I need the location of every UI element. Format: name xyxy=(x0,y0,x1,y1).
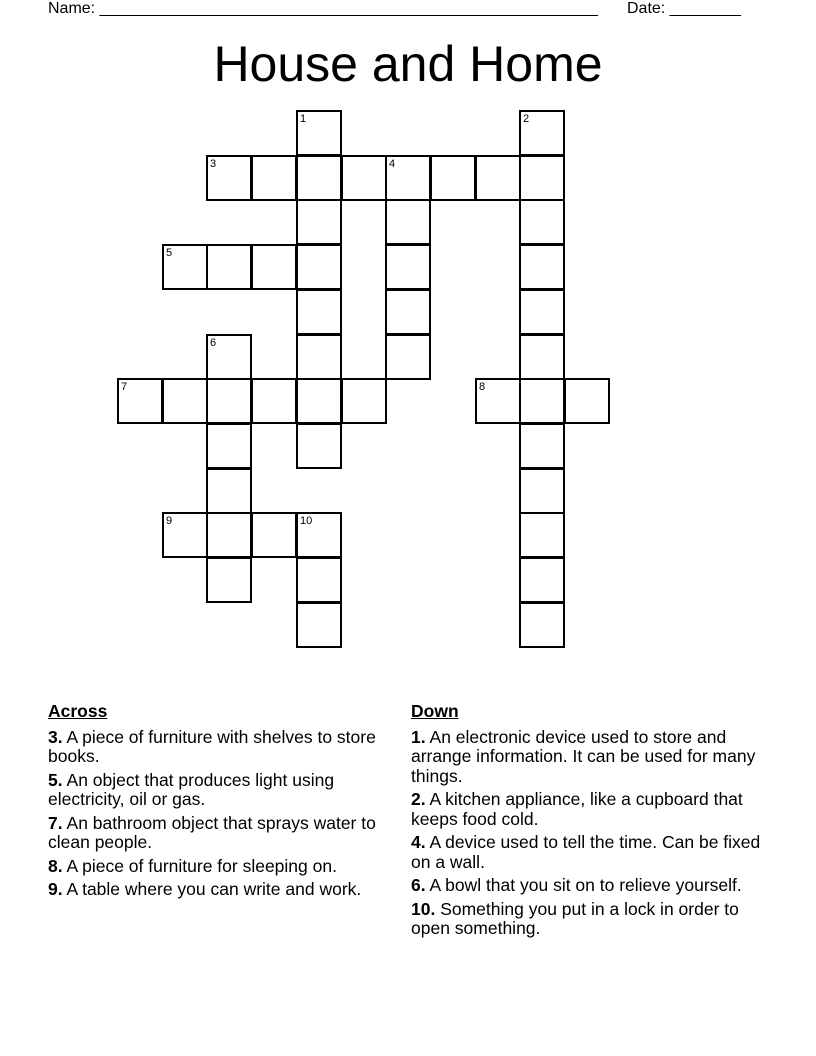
clue-number: 1. xyxy=(411,726,426,747)
grid-cell[interactable] xyxy=(206,244,252,290)
clue-across-5 xyxy=(48,771,393,810)
grid-cell[interactable] xyxy=(519,334,565,380)
cell-number: 5 xyxy=(166,247,173,259)
cell-number: 10 xyxy=(300,515,313,527)
name-line: Name: ________________________________________________________ xyxy=(48,0,598,17)
grid-cell[interactable] xyxy=(206,557,252,603)
clue-down-4 xyxy=(411,833,771,872)
clue-text: A bowl that you sit on to relieve yourself. xyxy=(429,875,742,895)
grid-cell[interactable] xyxy=(296,423,342,469)
grid-cell[interactable] xyxy=(519,512,565,558)
grid-cell[interactable] xyxy=(519,602,565,648)
grid-cell[interactable] xyxy=(296,244,342,290)
grid-cell[interactable] xyxy=(206,423,252,469)
cell-number: 7 xyxy=(121,381,128,393)
grid-cell[interactable] xyxy=(251,244,297,290)
grid-cell[interactable] xyxy=(519,155,565,201)
down-heading: Down xyxy=(411,701,459,721)
grid-cell[interactable] xyxy=(251,155,297,201)
clue-text: A piece of furniture with shelves to store books. xyxy=(48,726,376,766)
clue-text: A table where you can write and work. xyxy=(66,879,362,899)
across-clues xyxy=(48,702,393,904)
cell-number: 9 xyxy=(166,515,173,527)
clue-across-3 xyxy=(48,728,393,767)
grid-cell[interactable] xyxy=(430,155,476,201)
grid-cell[interactable] xyxy=(519,423,565,469)
grid-cell[interactable] xyxy=(206,512,252,558)
grid-cell[interactable] xyxy=(519,557,565,603)
clue-number: 6. xyxy=(411,875,426,895)
cell-number: 2 xyxy=(523,113,530,125)
grid-cell[interactable] xyxy=(296,289,342,335)
grid-cell[interactable] xyxy=(385,334,431,380)
clue-text: An bathroom object that sprays water to clean people. xyxy=(48,812,376,852)
grid-cell[interactable] xyxy=(296,602,342,648)
grid-cell[interactable] xyxy=(251,378,297,424)
grid-cell[interactable] xyxy=(341,378,387,424)
across-heading: Across xyxy=(48,701,108,721)
clue-text: A kitchen appliance, like a cupboard that keeps food cold. xyxy=(411,789,743,829)
grid-cell[interactable] xyxy=(162,378,208,424)
clue-number: 2. xyxy=(411,789,426,809)
grid-cell[interactable] xyxy=(475,378,521,424)
clue-number: 7. xyxy=(48,812,63,833)
grid-cell[interactable] xyxy=(475,155,521,201)
clue-number: 3. xyxy=(48,726,63,747)
clue-text: Something you put in a lock in order to open something. xyxy=(411,898,739,938)
grid-cell[interactable] xyxy=(519,110,565,156)
grid-cell[interactable] xyxy=(296,199,342,245)
grid-cell[interactable] xyxy=(206,378,252,424)
down-clues xyxy=(411,702,771,943)
clue-across-7 xyxy=(48,814,393,853)
grid-cell[interactable] xyxy=(296,378,342,424)
clue-number: 4. xyxy=(411,832,426,852)
grid-cell[interactable] xyxy=(296,512,342,558)
grid-cell[interactable] xyxy=(564,378,610,424)
cell-number: 8 xyxy=(479,381,486,393)
clue-across-8 xyxy=(48,857,393,877)
grid-cell[interactable] xyxy=(519,378,565,424)
clue-down-10 xyxy=(411,900,771,939)
grid-cell[interactable] xyxy=(251,512,297,558)
page-title: House and Home xyxy=(213,36,603,92)
grid-cell[interactable] xyxy=(385,289,431,335)
grid-cell[interactable] xyxy=(341,155,387,201)
clue-across-9 xyxy=(48,880,393,900)
grid-cell[interactable] xyxy=(206,334,252,380)
cell-number: 3 xyxy=(210,158,217,170)
grid-cell[interactable] xyxy=(296,334,342,380)
grid-cell[interactable] xyxy=(296,557,342,603)
grid-cell[interactable] xyxy=(296,155,342,201)
date-line: Date: ________ xyxy=(627,0,741,17)
cell-number: 4 xyxy=(389,158,396,170)
grid-cell[interactable] xyxy=(519,468,565,514)
grid-cell[interactable] xyxy=(385,244,431,290)
clue-number: 9. xyxy=(48,879,63,899)
grid-cell[interactable] xyxy=(206,155,252,201)
clue-text: An object that produces light using electricity, oil or gas. xyxy=(48,769,335,809)
grid-cell[interactable] xyxy=(117,378,163,424)
clue-down-6 xyxy=(411,876,771,896)
grid-cell[interactable] xyxy=(519,244,565,290)
grid-cell[interactable] xyxy=(162,512,208,558)
clue-number: 5. xyxy=(48,769,63,790)
clue-text: A piece of furniture for sleeping on. xyxy=(66,855,337,876)
grid-cell[interactable] xyxy=(519,289,565,335)
clue-down-2 xyxy=(411,790,771,829)
cell-number: 6 xyxy=(210,337,217,349)
cell-number: 1 xyxy=(300,113,307,125)
clue-down-1 xyxy=(411,728,771,787)
grid-cell[interactable] xyxy=(162,244,208,290)
grid-cell[interactable] xyxy=(206,468,252,514)
clue-number: 8. xyxy=(48,855,63,876)
grid-cell[interactable] xyxy=(385,199,431,245)
clue-text: A device used to tell the time. Can be fixed on a wall. xyxy=(411,832,761,872)
clue-text: An electronic device used to store and arrange information. It can be used for many things. xyxy=(411,726,756,786)
grid-cell[interactable] xyxy=(519,199,565,245)
grid-cell[interactable] xyxy=(385,155,431,201)
clue-number: 10. xyxy=(411,898,436,919)
grid-cell[interactable] xyxy=(296,110,342,156)
